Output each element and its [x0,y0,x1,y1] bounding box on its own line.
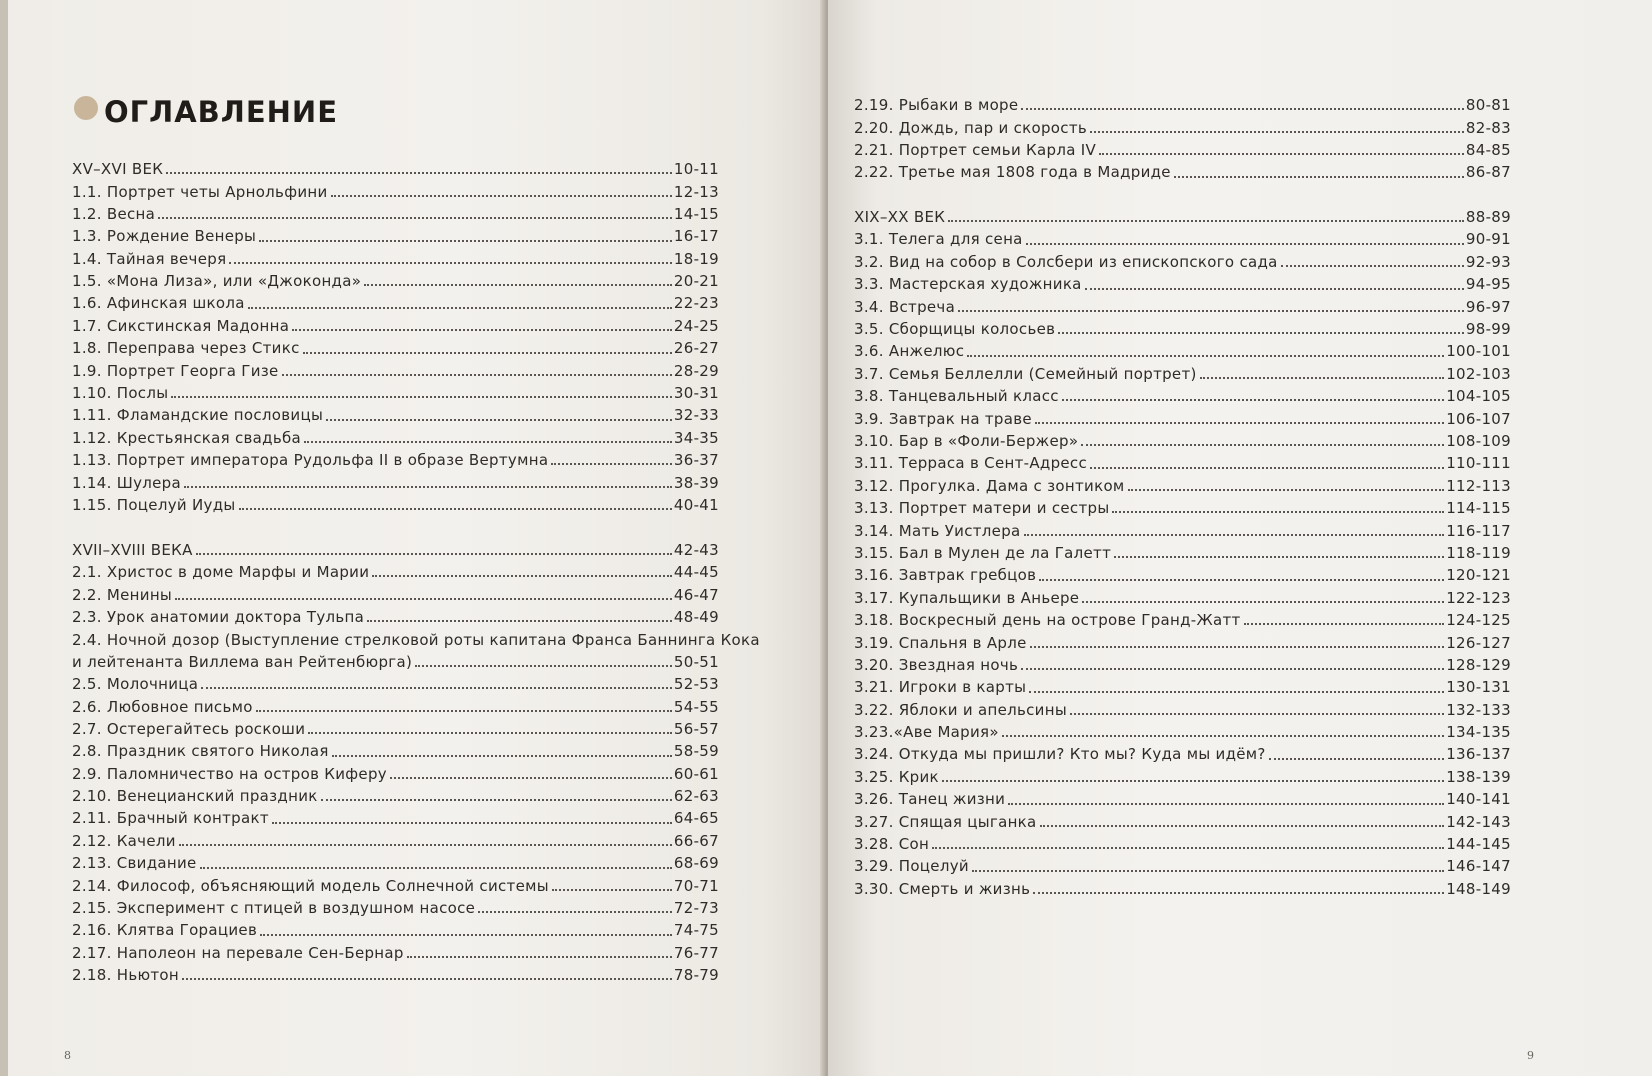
toc-entry-pages: 22-23 [673,294,719,313]
toc-entry-title: 2.21. Портрет семьи Карла IV [854,140,1097,159]
toc-entry-pages: 110-111 [1446,454,1511,473]
toc-entry-pages: 90-91 [1465,230,1511,249]
toc-entry[interactable] [72,290,719,312]
dot-leader [158,217,672,219]
toc-entry-pages: 26-27 [673,339,719,358]
dot-leader [272,822,672,824]
dot-leader [367,620,672,622]
toc-entry-title: 3.16. Завтрак гребцов [854,566,1037,585]
toc-entry-pages: 122-123 [1446,588,1511,607]
toc-entry[interactable] [72,693,719,715]
dot-leader [932,847,1444,849]
toc-entry-pages: 140-141 [1446,790,1511,809]
toc-entry[interactable] [854,831,1511,853]
toc-entry-pages: 80-81 [1465,96,1511,115]
toc-entry[interactable] [72,178,719,200]
toc-entry-title: 2.16. Клятва Горациев [72,921,258,940]
toc-entry-pages: 30-31 [673,384,719,403]
toc-entry-title: 3.8. Танцевальный класс [854,387,1059,406]
toc-entry-pages: 76-77 [673,943,719,962]
toc-section-header[interactable] [854,204,1511,226]
toc-entry-title: 2.15. Эксперимент с птицей в воздушном насосе [72,899,476,918]
toc-section-header[interactable] [72,537,719,559]
toc-entry-pages: 134-135 [1446,723,1511,742]
dot-leader [1085,288,1464,290]
toc-entry-title: 1.14. Шулера [72,473,181,492]
dot-leader [1062,399,1444,401]
toc-entry-pages: 82-83 [1465,118,1511,137]
toc-entry-pages: 102-103 [1446,364,1511,383]
toc-entry-pages: 32-33 [673,406,719,425]
toc-entry[interactable] [854,674,1511,696]
dot-leader [239,508,672,510]
dot-leader [967,355,1444,357]
toc-entry-pages: 94-95 [1465,275,1511,294]
dot-leader [551,463,672,465]
toc-entry[interactable] [854,294,1511,316]
toc-entry-pages: 62-63 [673,787,719,806]
toc-entry-title: 2.20. Дождь, пар и скорость [854,118,1088,137]
dot-leader [248,307,672,309]
toc-entry-title: XVII–XVIII ВЕКА [72,540,193,559]
toc-entry-title: 1.8. Переправа через Стикс [72,339,300,358]
dot-leader [1021,668,1444,670]
toc-entry-pages: 40-41 [673,496,719,514]
toc-entry-pages: 64-65 [673,809,719,828]
toc-entry[interactable] [72,581,719,603]
toc-entry-title: 2.9. Паломничество на остров Киферу [72,764,387,783]
toc-entry[interactable] [854,137,1511,159]
toc-entry-pages: 106-107 [1446,409,1511,428]
dot-leader [308,732,672,734]
toc-entry-pages: 86-87 [1465,163,1511,182]
dot-leader [184,486,672,488]
toc-entry[interactable] [72,335,719,357]
toc-entry-pages: 108-109 [1446,432,1511,450]
toc-entry[interactable] [72,425,719,447]
toc-entry[interactable] [854,473,1511,495]
dot-leader [972,870,1444,872]
toc-entry-pages: 56-57 [673,719,719,738]
toc-entry-pages: 70-71 [673,876,719,895]
toc-entry[interactable] [854,853,1511,875]
toc-entry-title: 1.12. Крестьянская свадьба [72,428,302,447]
toc-entry-pages: 126-127 [1446,633,1511,652]
toc-entry-pages: 130-131 [1446,678,1511,697]
toc-entry-pages: 88-89 [1465,208,1511,227]
toc-entry-pages: 50-51 [673,652,719,671]
toc-entry-pages: 14-15 [673,204,719,223]
dot-leader [1008,803,1444,805]
toc-entry[interactable] [854,652,1511,674]
toc-entry-title: 3.5. Сборщицы колосьев [854,320,1056,339]
toc-entry-title: 1.3. Рождение Венеры [72,227,257,246]
dot-leader [1033,892,1444,894]
toc-entry-title: 2.2. Менины [72,585,173,604]
dot-leader [304,441,672,443]
toc-entry-title: 1.11. Фламандские пословицы [72,406,324,425]
dot-leader [1090,131,1464,133]
toc-entry-pages: 74-75 [673,921,719,940]
dot-leader [1039,579,1444,581]
toc-entry-pages: 120-121 [1446,566,1511,585]
toc-entry-title: 2.8. Праздник святого Николая [72,742,329,761]
dot-leader [1114,556,1444,558]
toc-entry-title: 3.1. Телега для сена [854,230,1023,249]
toc-entry[interactable] [72,783,719,805]
dot-leader [1090,467,1444,469]
toc-entry-pages: 34-35 [673,428,719,447]
toc-entry-pages: 44-45 [673,563,719,582]
toc-entry[interactable] [854,114,1511,136]
toc-entry-pages: 42-43 [673,540,719,559]
toc-entry-title: 3.4. Встреча [854,297,956,316]
toc-entry[interactable] [854,719,1511,741]
toc-entry-pages: 78-79 [673,966,719,985]
toc-entry[interactable] [854,450,1511,472]
toc-entry-title: 3.27. Спящая цыганка [854,812,1037,831]
toc-entry-pages: 98-99 [1465,320,1511,339]
toc-entry-pages: 72-73 [673,899,719,918]
dot-leader [942,780,1444,782]
toc-entry-title: 3.22. Яблоки и апельсины [854,700,1067,719]
toc-entry[interactable] [854,316,1511,338]
dot-leader [390,777,672,779]
toc-entry-title: 3.10. Бар в «Фоли-Бержер» [854,432,1079,450]
toc-entry-title: XIX–XX ВЕК [854,208,946,227]
toc-entry[interactable] [72,492,719,514]
toc-entry-title: 3.7. Семья Беллелли (Семейный портрет) [854,364,1197,383]
toc-entry-title: 3.19. Спальня в Арле [854,633,1027,652]
toc-entry[interactable] [854,786,1511,808]
dot-leader [364,284,672,286]
toc-entry-title: 3.25. Крик [854,767,939,786]
toc-entry[interactable] [854,540,1511,562]
dot-leader [1040,825,1445,827]
dot-leader [331,195,672,197]
dot-leader [175,598,672,600]
dot-leader [260,934,672,936]
dot-leader [321,799,672,801]
toc-entry[interactable] [72,223,719,245]
dot-leader [166,172,672,174]
toc-entry-pages: 38-39 [673,473,719,492]
toc-entry-title: 3.29. Поцелуй [854,857,969,876]
toc-right [854,92,1511,898]
toc-entry[interactable] [72,313,719,335]
toc-entry[interactable] [72,805,719,827]
toc-entry[interactable] [854,428,1511,450]
toc-entry-pages: 118-119 [1446,543,1511,562]
toc-entry-pages: 96-97 [1465,297,1511,316]
page-number-left: 8 [64,1049,71,1062]
dot-leader [415,665,672,667]
toc-entry-pages: 144-145 [1446,835,1511,854]
toc-entry-title: и лейтенанта Виллема ван Рейтенбюрга) [72,652,413,671]
dot-leader [958,310,1464,312]
toc-entry[interactable] [854,338,1511,360]
dot-leader [1128,489,1445,491]
toc-entry-pages: 124-125 [1446,611,1511,630]
toc-entry-pages: 116-117 [1446,521,1511,540]
toc-entry-title: 3.26. Танец жизни [854,790,1006,809]
toc-entry-title: 3.30. Смерть и жизнь [854,879,1031,898]
toc-entry-title: 2.12. Качели [72,831,176,850]
dot-leader [1281,265,1464,267]
toc-entry-title-line1[interactable]: 2.4. Ночной дозор (Выступление стрелковой роты капитана Франса Баннинга Кока [72,630,760,649]
toc-entry[interactable] [854,876,1511,898]
dot-leader [1200,377,1445,379]
toc-entry-title: 3.20. Звездная ночь [854,655,1019,674]
dot-leader [1024,534,1445,536]
toc-entry[interactable] [854,809,1511,831]
toc-entry-title: 1.9. Портрет Георга Гизе [72,361,279,380]
toc-entry-pages: 48-49 [673,607,719,626]
toc-entry-pages: 132-133 [1446,700,1511,719]
dot-leader [1081,444,1444,446]
toc-entry[interactable] [854,517,1511,539]
toc-entry[interactable] [72,716,719,738]
toc-entry[interactable] [854,92,1511,114]
toc-entry-pages: 28-29 [673,361,719,380]
dot-leader [1112,511,1444,513]
toc-entry-pages: 114-115 [1446,499,1511,518]
toc-entry[interactable] [854,495,1511,517]
toc-entry-pages: 60-61 [673,764,719,783]
toc-entry[interactable] [854,764,1511,786]
dot-leader [478,911,672,913]
dot-leader [1002,735,1444,737]
toc-entry[interactable] [72,246,719,268]
toc-entry[interactable] [854,226,1511,248]
toc-section-header[interactable] [72,156,719,178]
dot-leader [292,329,672,331]
toc-entry-pages: 128-129 [1446,655,1511,674]
toc-entry-pages: 142-143 [1446,812,1511,831]
toc-entry-title: 3.21. Игроки в карты [854,678,1027,697]
toc-entry-pages: 18-19 [673,249,719,268]
dot-leader [1058,332,1464,334]
toc-entry[interactable] [72,469,719,491]
dot-leader [1269,758,1445,760]
toc-entry[interactable] [72,895,719,917]
toc-entry[interactable] [854,361,1511,383]
toc-entry-pages: 112-113 [1446,476,1511,495]
dot-leader [372,575,672,577]
toc-entry-title: 2.11. Брачный контракт [72,809,269,828]
toc-entry[interactable] [72,268,719,290]
dot-leader [1030,646,1445,648]
toc-entry-title: 2.5. Молочница [72,675,199,694]
toc-entry-title: 1.2. Весна [72,204,156,223]
toc-entry-pages: 16-17 [673,227,719,246]
toc-entry-title: 1.7. Сикстинская Мадонна [72,316,290,335]
toc-entry-pages: 104-105 [1446,387,1511,406]
toc-entry-title: 2.22. Третье мая 1808 года в Мадриде [854,163,1171,182]
toc-entry[interactable] [854,629,1511,651]
dot-leader [196,553,672,555]
toc-entry[interactable] [72,447,719,469]
toc-entry-title: 1.4. Тайная вечеря [72,249,227,268]
toc-entry[interactable] [854,383,1511,405]
toc-entry-title: 2.10. Венецианский праздник [72,787,318,806]
toc-entry-title: 3.6. Анжелюс [854,342,965,361]
toc-entry[interactable] [72,559,719,581]
toc-entry-title: 3.12. Прогулка. Дама с зонтиком [854,476,1125,495]
dot-leader [229,262,672,264]
toc-entry-title: 2.19. Рыбаки в море [854,96,1019,115]
dot-leader [1026,243,1464,245]
toc-entry-title: 2.6. Любовное письмо [72,697,253,716]
toc-entry-title: 3.14. Мать Уистлера [854,521,1021,540]
toc-entry-title: 1.6. Афинская школа [72,294,245,313]
toc-entry-title: 3.2. Вид на собор в Солсбери из епископского сада [854,252,1278,271]
toc-entry[interactable] [72,358,719,380]
toc-entry[interactable] [72,402,719,424]
dot-leader [182,978,672,980]
dot-leader [407,956,672,958]
toc-entry[interactable] [72,873,719,895]
dot-leader [552,889,672,891]
toc-entry-title: 2.3. Урок анатомии доктора Тульпа [72,607,365,626]
left-page [8,0,826,1076]
toc-entry[interactable] [72,761,719,783]
toc-entry-pages: 84-85 [1465,140,1511,159]
toc-entry[interactable] [854,697,1511,719]
toc-entry-title: 3.18. Воскресный день на острове Гранд-Жатт [854,611,1241,630]
toc-entry-pages: 92-93 [1465,252,1511,271]
section-spacer [854,182,1511,204]
toc-entry-pages: 10-11 [673,160,719,179]
toc-entry[interactable] [72,850,719,872]
toc-entry-pages: 20-21 [673,272,719,291]
dot-leader [201,687,672,689]
toc-entry-title: 1.1. Портрет четы Арнольфини [72,182,328,201]
toc-entry-title: 3.24. Откуда мы пришли? Кто мы? Куда мы идём? [854,745,1266,764]
toc-entry-pages: 58-59 [673,742,719,761]
toc-entry[interactable] [72,828,719,850]
toc-entry-pages: 146-147 [1446,857,1511,876]
toc-entry-title: 3.3. Мастерская художника [854,275,1082,294]
page-title: ОГЛАВЛЕНИЕ [104,95,339,129]
toc-entry[interactable] [854,159,1511,181]
toc-entry[interactable] [854,249,1511,271]
dot-leader [1099,153,1464,155]
dot-leader [200,867,672,869]
dot-leader [179,844,672,846]
toc-entry[interactable] [72,940,719,962]
toc-entry[interactable] [72,962,719,984]
dot-leader [1082,601,1444,603]
toc-entry-pages: 66-67 [673,831,719,850]
toc-entry[interactable] [72,917,719,939]
toc-entry-pages: 46-47 [673,585,719,604]
toc-entry[interactable] [72,380,719,402]
dot-leader [256,710,672,712]
toc-entry[interactable] [854,585,1511,607]
toc-entry-pages: 138-139 [1446,767,1511,786]
toc-entry-title: 2.14. Философ, объясняющий модель Солнечной системы [72,876,549,895]
toc-entry-pages: 52-53 [673,675,719,694]
section-spacer [72,514,719,536]
toc-entry[interactable] [72,201,719,223]
toc-entry-title: 3.11. Терраса в Сент-Адресс [854,454,1088,473]
toc-entry-title: 1.13. Портрет императора Рудольфа II в образе Вертумна [72,451,549,470]
toc-entry-title: 2.18. Ньютон [72,966,180,985]
dot-leader [1174,176,1464,178]
toc-entry-pages: 12-13 [673,182,719,201]
toc-entry-title: 1.10. Послы [72,384,169,403]
toc-entry-title: 1.5. «Мона Лиза», или «Джоконда» [72,272,362,291]
right-page [828,0,1652,1076]
dot-leader [1035,422,1444,424]
toc-entry[interactable] [854,607,1511,629]
dot-leader [1021,108,1464,110]
toc-entry[interactable] [72,738,719,760]
toc-entry-pages: 148-149 [1446,879,1511,898]
toc-entry-title: 3.15. Бал в Мулен де ла Галетт [854,543,1112,562]
toc-entry[interactable] [854,271,1511,293]
dot-leader [1029,691,1444,693]
toc-entry-title: 2.17. Наполеон на перевале Сен-Бернар [72,943,404,962]
toc-entry-title: 3.28. Сон [854,835,930,854]
toc-entry[interactable] [72,649,719,671]
toc-entry-pages: 36-37 [673,451,719,470]
toc-entry[interactable] [72,671,719,693]
toc-entry[interactable] [854,741,1511,763]
dot-leader [1244,623,1445,625]
dot-leader [332,755,672,757]
toc-entry-pages: 136-137 [1446,745,1511,764]
toc-entry-title: XV–XVI ВЕК [72,160,164,179]
toc-entry-pages: 100-101 [1446,342,1511,361]
toc-entry-title: 2.13. Свидание [72,854,197,873]
toc-entry-title: 3.17. Купальщики в Аньере [854,588,1080,607]
dot-leader [282,374,672,376]
dot-leader [303,352,672,354]
page-number-right: 9 [1527,1049,1534,1062]
dot-leader [171,396,672,398]
toc-entry-title: 3.13. Портрет матери и сестры [854,499,1110,518]
toc-entry[interactable] [72,604,719,626]
toc-entry-title: 2.1. Христос в доме Марфы и Марии [72,563,370,582]
heading-dot-icon [74,96,98,120]
toc-entry-pages: 24-25 [673,316,719,335]
toc-entry-pages: 68-69 [673,854,719,873]
toc-entry-title: 2.7. Остерегайтесь роскоши [72,719,306,738]
toc-entry-title: 3.23.«Аве Мария» [854,723,999,742]
toc-entry[interactable] [854,405,1511,427]
dot-leader [259,240,672,242]
dot-leader [948,220,1464,222]
toc-entry-title: 3.9. Завтрак на траве [854,409,1032,428]
toc-entry-title: 1.15. Поцелуй Иуды [72,496,236,514]
dot-leader [1070,713,1444,715]
toc-entry-pages: 54-55 [673,697,719,716]
toc-left [72,156,760,985]
dot-leader [326,419,672,421]
toc-entry[interactable] [854,562,1511,584]
